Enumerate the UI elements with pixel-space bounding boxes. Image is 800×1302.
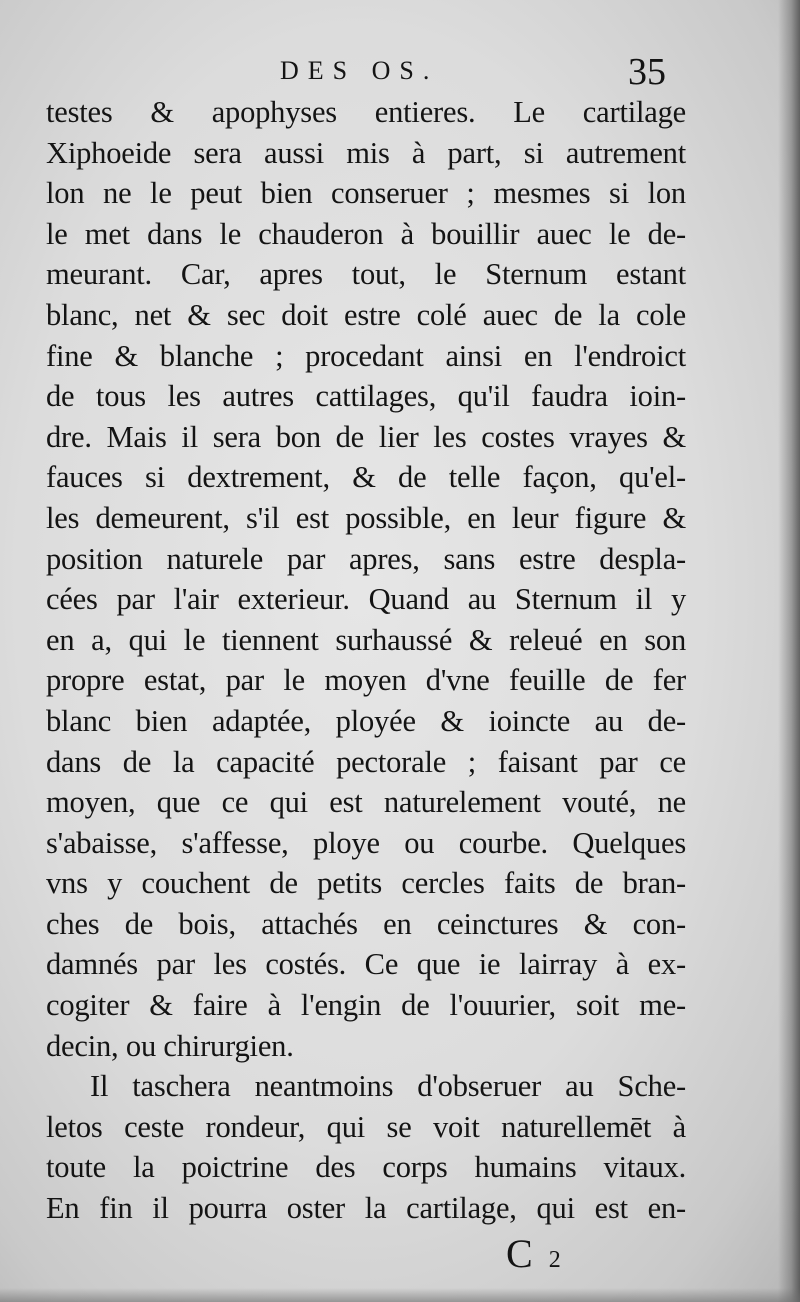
text-line: Xiphoeide sera aussi mis à part, si autrement [46, 135, 686, 170]
page-number: 35 [628, 51, 666, 93]
text-line: ches de bois, attachés en ceinctures & con- [46, 906, 686, 941]
text-line: dans de la capacité pectorale ; faisant par ce [46, 744, 686, 779]
text-line: de tous les autres cattilages, qu'il faudra ioin- [46, 379, 686, 414]
text-line: fauces si dextrement, & de telle façon, qu'el- [46, 460, 686, 495]
text-line: decin, ou chirurgien. [46, 1028, 294, 1063]
text-line: damnés par les costés. Ce que ie lairray à ex- [46, 947, 686, 982]
text-line: fine & blanche ; procedant ainsi en l'endroict [46, 338, 686, 373]
text-line: Il taschera neantmoins d'obseruer au Sche- [90, 1069, 686, 1104]
text-line: blanc bien adaptée, ployée & ioincte au de- [46, 703, 686, 738]
text-line: letos ceste rondeur, qui se voit naturellemēt à [46, 1109, 686, 1144]
text-line: les demeurent, s'il est possible, en leur figure & [46, 500, 686, 535]
text-line: meurant. Car, apres tout, le Sternum estant [46, 257, 686, 292]
text-line: blanc, net & sec doit estre colé auec de la cole [46, 297, 686, 332]
text-line: vns y couchent de petits cercles faits de bran- [46, 866, 686, 901]
signature-number: 2 [548, 1247, 561, 1273]
page-bottom-shadow [0, 1288, 800, 1302]
signature-letter: C [506, 1231, 533, 1276]
text-line: testes & apophyses entieres. Le cartilage [46, 95, 686, 129]
text-line: propre estat, par le moyen d'vne feuille de fer [46, 663, 686, 698]
text-line: toute la poictrine des corps humains vitaux. [46, 1150, 686, 1185]
text-line: dre. Mais il sera bon de lier les costes vrayes & [46, 419, 686, 454]
signature-mark [506, 1230, 561, 1277]
text-line: cées par l'air exterieur. Quand au Sternum il y [46, 582, 686, 617]
running-head: DES OS. [280, 56, 439, 85]
text-line: s'abaisse, s'affesse, ploye ou courbe. Quelques [46, 825, 686, 860]
text-line: En fin il pourra oster la cartilage, qui est en- [46, 1191, 686, 1226]
text-line: le met dans le chauderon à bouillir auec le de- [46, 216, 686, 251]
text-line: position naturele par apres, sans estre despla- [46, 541, 686, 576]
text-line: moyen, que ce qui est naturelement vouté, ne [46, 785, 686, 820]
text-line: lon ne le peut bien conseruer ; mesmes si lon [46, 176, 686, 211]
text-line: cogiter & faire à l'engin de l'ouurier, soit me- [46, 988, 686, 1023]
page-edge-shadow [778, 0, 800, 1302]
page-header [0, 50, 800, 98]
body-text [46, 92, 686, 1229]
text-line: en a, qui le tiennent surhaussé & releué en son [46, 622, 686, 657]
